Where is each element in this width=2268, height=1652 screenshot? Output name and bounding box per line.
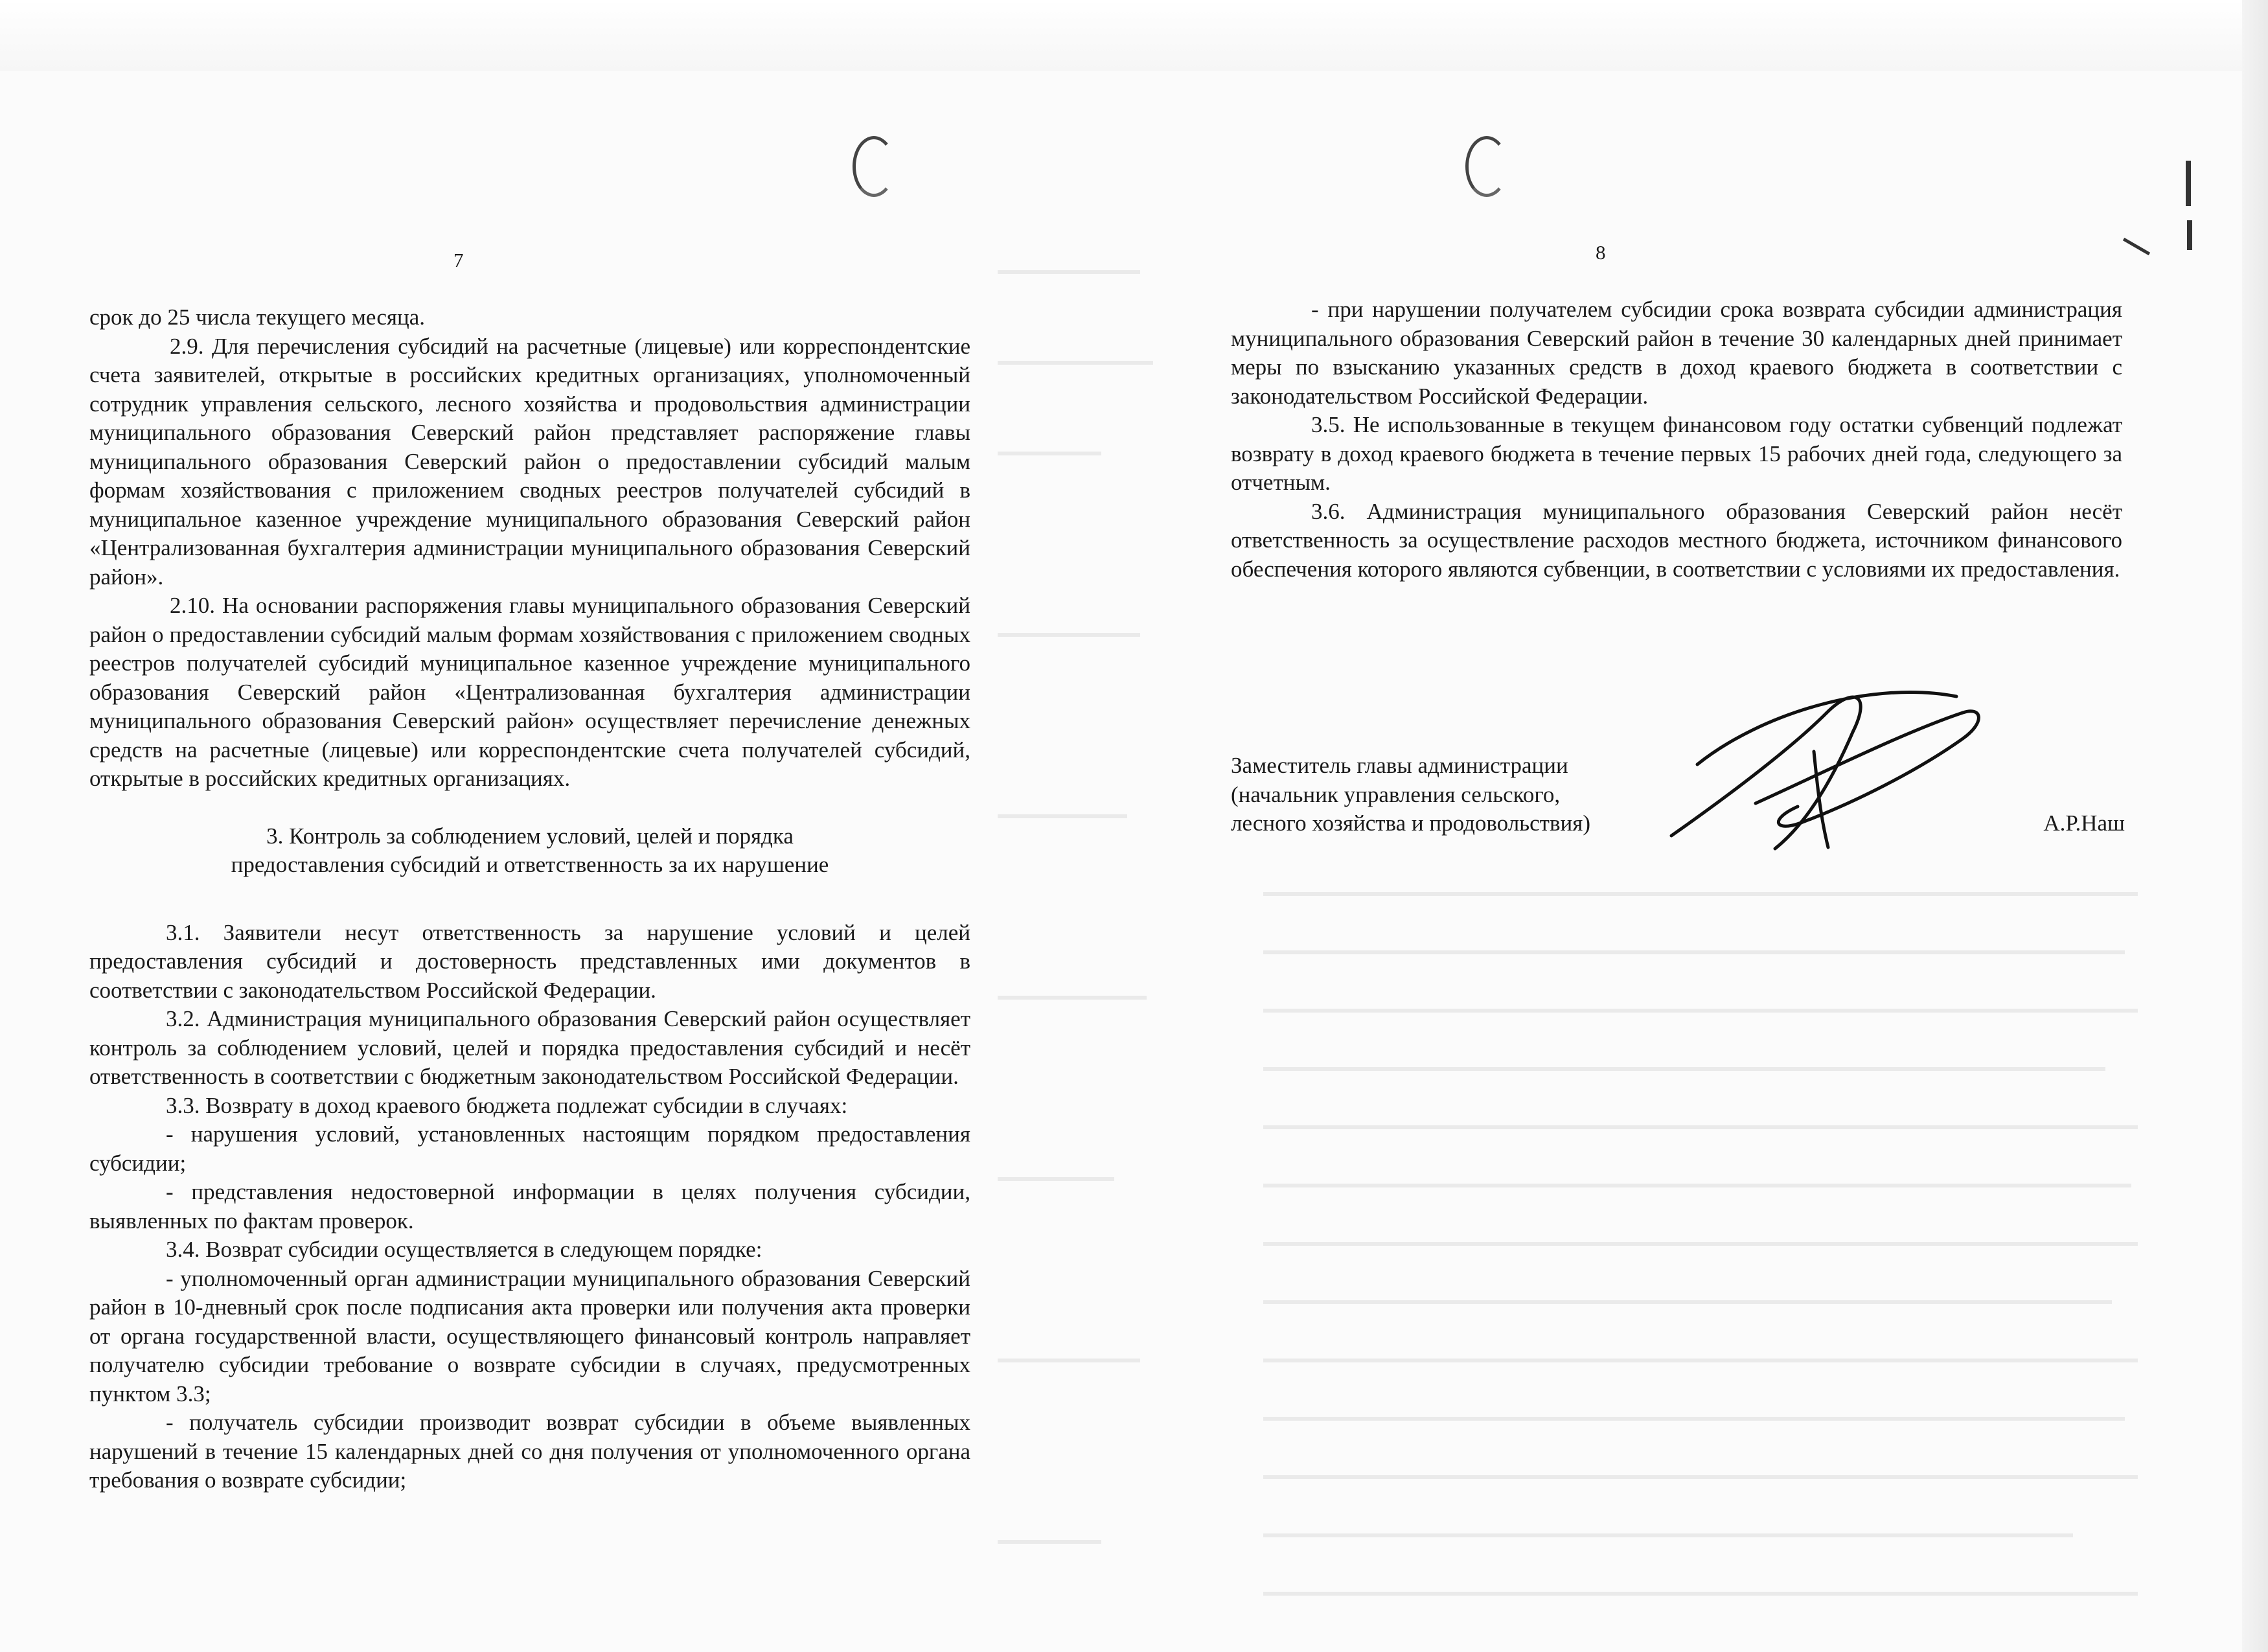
page-number-right: 8 — [1596, 241, 1606, 264]
paragraph-3-3: 3.3. Возврату в доход краевого бюджета подлежат субсидии в случаях: — [166, 1092, 848, 1118]
right-page — [1231, 295, 2122, 584]
list-item: - при нарушении получателем субсидии срока возврата субсидии администрация муниципального образования Северский район в течение 30 календарных дней принимает меры по взысканию указанных средств в доход краевого бюджета в соответствии с законодательством Российской Федерации. — [1231, 297, 2122, 409]
signer-title-line: Заместитель главы администрации — [1231, 753, 1568, 778]
paragraph-3-4: 3.4. Возврат субсидии осуществляется в следующем порядке: — [166, 1237, 762, 1262]
paragraph: срок до 25 числа текущего месяца. — [89, 304, 425, 330]
signer-title-line: (начальник управления сельского, — [1231, 781, 1561, 807]
section-heading: предоставления субсидий и ответственность за их нарушение — [231, 852, 829, 877]
page-number-left: 7 — [453, 249, 464, 271]
signer-title-line: лесного хозяйства и продовольствия) — [1231, 810, 1590, 836]
list-item: - получатель субсидии производит возврат субсидии в объеме выявленных нарушений в течение 15 календарных дней со дня получения от уполномоченного органа требования о возврате субсидии; — [89, 1410, 970, 1493]
paragraph-2-10: 2.10. На основании распоряжения главы муниципального образования Северский район о предоставлении субсидий малым формам хозяйствования с приложением сводных реестров получателей субсидий муниципальное казенное учреждение муниципального образования Северский район «Централизованная бухгалтерия администрации муниципального образования Северский район» осуществляет перечисление денежных средств на расчетные (лицевые) или корреспондентские счета получателей субсидий, открытые в российских кредитных организациях. — [89, 593, 970, 791]
signer-name: А.Р.Наш — [2043, 810, 2125, 836]
edge-mark — [2187, 220, 2192, 250]
edge-mark — [2186, 161, 2191, 206]
paragraph-3-1: 3.1. Заявители несут ответственность за нарушение условий и целей предоставления субсидий и достоверность представленных ими документов в соответствии с законодательством Российской Федерации. — [89, 919, 970, 1003]
list-item: - представления недостоверной информации в целях получения субсидии, выявленных по фактам проверок. — [89, 1179, 970, 1233]
handwritten-signature — [1658, 674, 1995, 862]
left-page — [89, 303, 970, 1495]
list-item: - уполномоченный орган администрации муниципального образования Северский район в 10-дневный срок после подписания акта проверки или получения акта проверки от органа государственной власти, осуществляющего финансовый контроль направляет получателю субсидии требование о возврате субсидии в случаях, предусмотренных пунктом 3.3; — [89, 1265, 970, 1406]
paragraph-3-5: 3.5. Не использованные в текущем финансовом году остатки субвенций подлежат возврату в доход краевого бюджета в течение первых 15 рабочих дней года, следующего за отчетным. — [1231, 412, 2122, 495]
punch-hole-right — [1465, 136, 1508, 197]
punch-hole-left — [853, 136, 895, 197]
paragraph-2-9: 2.9. Для перечисления субсидий на расчетные (лицевые) или корреспондентские счета заявителей, открытые в российских кредитных организациях, уполномоченный сотрудник управления сельского, лесного хозяйства и продовольствия администрации муниципального образования Северский район представляет распоряжение главы муниципального образования Северский район о предоставлении субсидий малым формам хозяйствования с приложением сводных реестров получателей субсидий в муниципальное казенное учреждение муниципального образования Северский район «Централизованная бухгалтерия администрации муниципального образования Северский район». — [89, 333, 970, 590]
paragraph-3-6: 3.6. Администрация муниципального образования Северский район несёт ответственность за осуществление расходов местного бюджета, источником финансового обеспечения которого являются субвенции, в соответствии с условиями их предоставления. — [1231, 498, 2122, 582]
paragraph-3-2: 3.2. Администрация муниципального образования Северский район осуществляет контроль за соблюдением условий, целей и порядка предоставления субсидий и несёт ответственность в соответствии с бюджетным законодательством Российской Федерации. — [89, 1006, 970, 1089]
list-item: - нарушения условий, установленных настоящим порядком предоставления субсидии; — [89, 1121, 970, 1176]
section-heading: 3. Контроль за соблюдением условий, целей и порядка — [266, 823, 794, 849]
